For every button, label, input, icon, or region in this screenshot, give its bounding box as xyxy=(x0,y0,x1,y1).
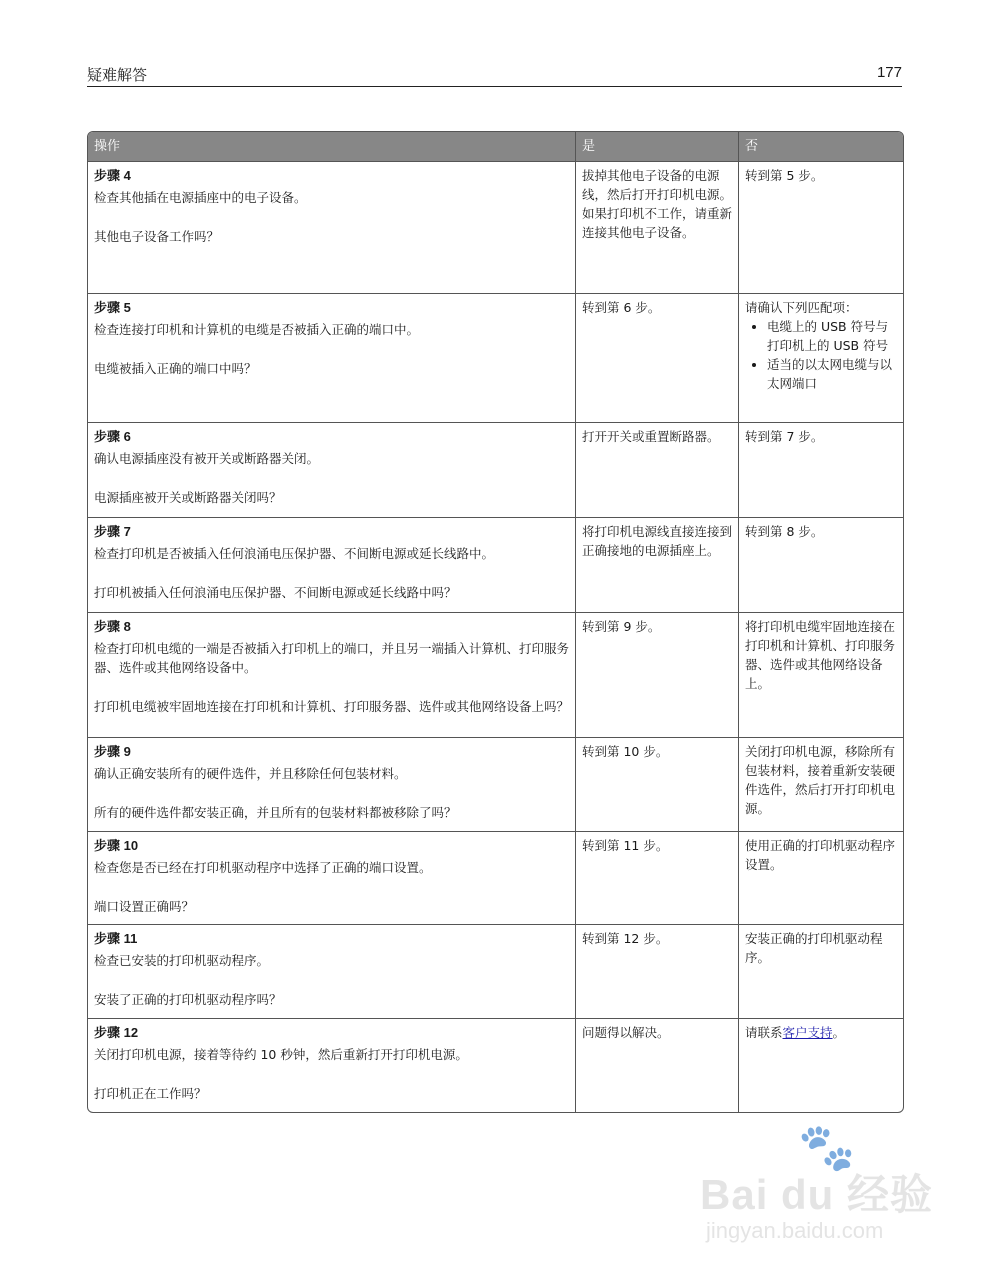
table-row xyxy=(88,924,903,1018)
action-cell xyxy=(88,161,576,293)
no-cell: 使用正确的打印机驱动程序设置。 xyxy=(739,831,903,924)
step-title: 步骤 7 xyxy=(94,524,131,540)
action-cell xyxy=(88,422,576,517)
step-instruction: 关闭打印机电源，接着等待约 10 秒钟，然后重新打开打印机电源。 xyxy=(94,1047,468,1062)
table-header-row xyxy=(88,132,903,161)
step-title: 步骤 5 xyxy=(94,300,131,316)
no-cell: 安装正确的打印机驱动程序。 xyxy=(739,924,903,1018)
troubleshooting-table xyxy=(87,131,904,1113)
match-list xyxy=(745,317,897,393)
action-cell xyxy=(88,293,576,422)
table-row xyxy=(88,737,903,831)
yes-cell: 打开开关或重置断路器。 xyxy=(576,422,739,517)
step-instruction: 检查已安装的打印机驱动程序。 xyxy=(94,953,270,968)
step-title: 步骤 9 xyxy=(94,744,131,760)
watermark xyxy=(700,1120,940,1250)
action-cell xyxy=(88,1018,576,1112)
step-question: 打印机电缆被牢固地连接在打印机和计算机、打印服务器、选件或其他网络设备上吗？ xyxy=(94,699,570,714)
list-item: • 适当的以太网电缆与以太网端口 xyxy=(767,355,897,393)
table-row xyxy=(88,1018,903,1112)
page-header xyxy=(87,62,902,87)
list-item: • 电缆上的 USB 符号与打印机上的 USB 符号 xyxy=(767,317,897,355)
section-title: 疑难解答 xyxy=(87,66,148,84)
step-question: 打印机被插入任何浪涌电压保护器、不间断电源或延长线路中吗？ xyxy=(94,585,457,600)
step-instruction: 检查连接打印机和计算机的电缆是否被插入正确的端口中。 xyxy=(94,322,420,337)
step-instruction: 确认电源插座没有被开关或断路器关闭。 xyxy=(94,451,320,466)
step-title: 步骤 8 xyxy=(94,619,131,635)
yes-cell: 转到第 12 步。 xyxy=(576,924,739,1018)
table-row xyxy=(88,831,903,924)
yes-cell: 转到第 9 步。 xyxy=(576,612,739,737)
no-cell-text: 请联系 xyxy=(745,1025,783,1040)
step-question: 电缆被插入正确的端口中吗？ xyxy=(94,361,257,376)
action-cell xyxy=(88,517,576,612)
table-row xyxy=(88,517,903,612)
no-cell: 转到第 8 步。 xyxy=(739,517,903,612)
yes-cell: 转到第 11 步。 xyxy=(576,831,739,924)
table-row xyxy=(88,293,903,422)
step-instruction: 确认正确安装所有的硬件选件，并且移除任何包装材料。 xyxy=(94,766,407,781)
column-header-no: 否 xyxy=(739,132,903,161)
step-title: 步骤 6 xyxy=(94,429,131,445)
step-question: 所有的硬件选件都安装正确，并且所有的包装材料都被移除了吗？ xyxy=(94,805,457,820)
step-title: 步骤 12 xyxy=(94,1025,139,1041)
yes-cell: 转到第 10 步。 xyxy=(576,737,739,831)
table-row xyxy=(88,161,903,293)
action-cell xyxy=(88,924,576,1018)
step-title: 步骤 4 xyxy=(94,168,131,184)
step-question: 打印机正在工作吗？ xyxy=(94,1086,207,1101)
no-cell: 关闭打印机电源，移除所有包装材料，接着重新安装硬件选件，然后打开打印机电源。 xyxy=(739,737,903,831)
column-header-action: 操作 xyxy=(88,132,576,161)
no-cell: 将打印机电缆牢固地连接在打印机和计算机、打印服务器、选件或其他网络设备上。 xyxy=(739,612,903,737)
step-question: 电源插座被开关或断路器关闭吗？ xyxy=(94,490,282,505)
customer-support-link[interactable]: 客户支持 xyxy=(782,1025,833,1040)
action-cell xyxy=(88,737,576,831)
step-question: 安装了正确的打印机驱动程序吗？ xyxy=(94,992,282,1007)
step-instruction: 检查打印机是否被插入任何浪涌电压保护器、不间断电源或延长线路中。 xyxy=(94,546,495,561)
column-header-yes: 是 xyxy=(576,132,739,161)
step-title: 步骤 10 xyxy=(94,838,139,854)
page-number: 177 xyxy=(876,64,902,81)
paw-icon: 🐾 xyxy=(798,1120,856,1174)
step-instruction: 检查您是否已经在打印机驱动程序中选择了正确的端口设置。 xyxy=(94,860,432,875)
no-cell-suffix: 。 xyxy=(832,1025,846,1040)
yes-cell: 将打印机电源线直接连接到正确接地的电源插座上。 xyxy=(576,517,739,612)
action-cell xyxy=(88,612,576,737)
no-cell: 转到第 5 步。 xyxy=(739,161,903,293)
table-row xyxy=(88,612,903,737)
no-cell-intro: 请确认下列匹配项： xyxy=(745,300,858,315)
yes-cell: 拔掉其他电子设备的电源线，然后打开打印机电源。如果打印机不工作，请重新连接其他电子设备。 xyxy=(576,161,739,293)
step-instruction: 检查打印机电缆的一端是否被插入打印机上的端口，并且另一端插入计算机、打印服务器、选件或其他网络设备中。 xyxy=(94,641,570,675)
step-question: 端口设置正确吗？ xyxy=(94,899,195,914)
no-cell: 转到第 7 步。 xyxy=(739,422,903,517)
step-instruction: 检查其他插在电源插座中的电子设备。 xyxy=(94,190,307,205)
step-question: 其他电子设备工作吗？ xyxy=(94,229,220,244)
watermark-url: jingyan.baidu.com xyxy=(706,1218,884,1243)
yes-cell: 问题得以解决。 xyxy=(576,1018,739,1112)
no-cell xyxy=(739,1018,903,1112)
yes-cell: 转到第 6 步。 xyxy=(576,293,739,422)
action-cell xyxy=(88,831,576,924)
no-cell xyxy=(739,293,903,422)
step-title: 步骤 11 xyxy=(94,931,138,947)
watermark-brand: Bai du 经验 xyxy=(700,1171,934,1218)
table-row xyxy=(88,422,903,517)
